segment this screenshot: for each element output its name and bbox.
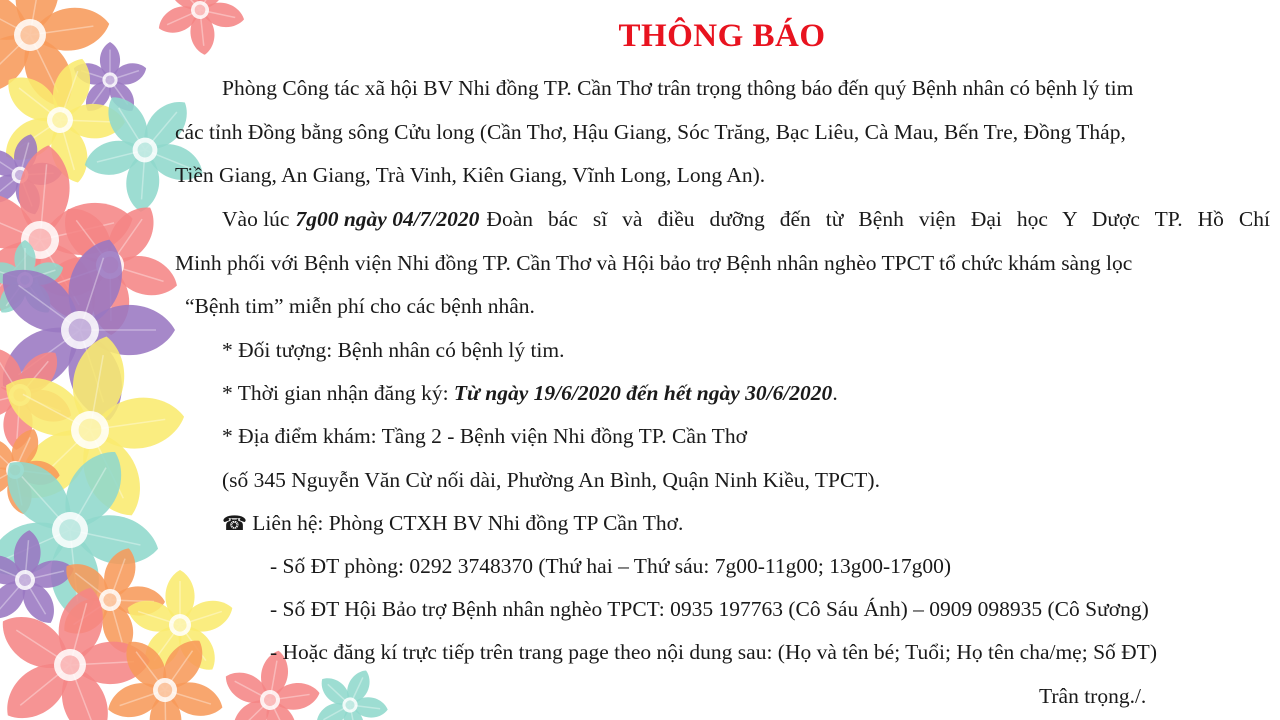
registration-period-line <box>222 378 838 408</box>
registration-end: . <box>832 381 838 405</box>
paragraph-2-line-1 <box>222 204 1270 234</box>
contact-heading: Liên hệ: Phòng CTXH BV Nhi đồng TP Cần Thơ. <box>252 511 684 535</box>
telephone-icon: ☎ <box>222 511 247 535</box>
exam-address: (số 345 Nguyễn Văn Cừ nối dài, Phường An Bình, Quận Ninh Kiều, TPCT). <box>222 468 880 492</box>
office-phone: - Số ĐT phòng: 0292 3748370 (Thứ hai – Thứ sáu: 7g00-11g00; 13g00-17g00) <box>270 554 952 578</box>
online-registration: - Hoặc đăng kí trực tiếp trên trang page theo nội dung sau: (Họ và tên bé; Tuổi; Họ tên cha/mẹ; Số ĐT) <box>270 640 1157 664</box>
paragraph-2-line-1-rest: Đoàn bác sĩ và điều dưỡng đến từ Bệnh viện Đại học Y Dược TP. Hồ Chí <box>486 207 1270 231</box>
paragraph-2-line-2: Minh phối với Bệnh viện Nhi đồng TP. Cần Thơ và Hội bảo trợ Bệnh nhân nghèo TPCT tổ chức khám sàng lọc <box>175 251 1133 275</box>
exam-datetime: 7g00 ngày 04/7/2020 <box>295 207 480 231</box>
paragraph-1-line-1: Phòng Công tác xã hội BV Nhi đồng TP. Cần Thơ trân trọng thông báo đến quý Bệnh nhân có bệnh lý tim <box>222 76 1134 100</box>
paragraph-1-line-2: các tỉnh Đồng bằng sông Cửu long (Cần Thơ, Hậu Giang, Sóc Trăng, Bạc Liêu, Cà Mau, Bến Tre, Đồng Tháp, <box>175 120 1126 144</box>
target-audience: * Đối tượng: Bệnh nhân có bệnh lý tim. <box>222 338 565 362</box>
exam-location: * Địa điểm khám: Tầng 2 - Bệnh viện Nhi đồng TP. Cần Thơ <box>222 424 747 448</box>
closing-signature: Trân trọng./. <box>1039 684 1147 708</box>
paragraph-2-line-3: “Bệnh tim” miễn phí cho các bệnh nhân. <box>185 294 535 318</box>
paragraph-2-prefix: Vào lúc <box>222 207 290 231</box>
association-phone: - Số ĐT Hội Bảo trợ Bệnh nhân nghèo TPCT: 0935 197763 (Cô Sáu Ánh) – 0909 098935 (Cô Sương) <box>270 597 1149 621</box>
registration-period: Từ ngày 19/6/2020 đến hết ngày 30/6/2020 <box>453 381 833 405</box>
registration-label: * Thời gian nhận đăng ký: <box>222 381 449 405</box>
paragraph-1-line-3: Tiền Giang, An Giang, Trà Vinh, Kiên Giang, Vĩnh Long, Long An). <box>175 163 766 187</box>
page-title: THÔNG BÁO <box>618 18 826 54</box>
contact-heading-line <box>222 508 683 538</box>
